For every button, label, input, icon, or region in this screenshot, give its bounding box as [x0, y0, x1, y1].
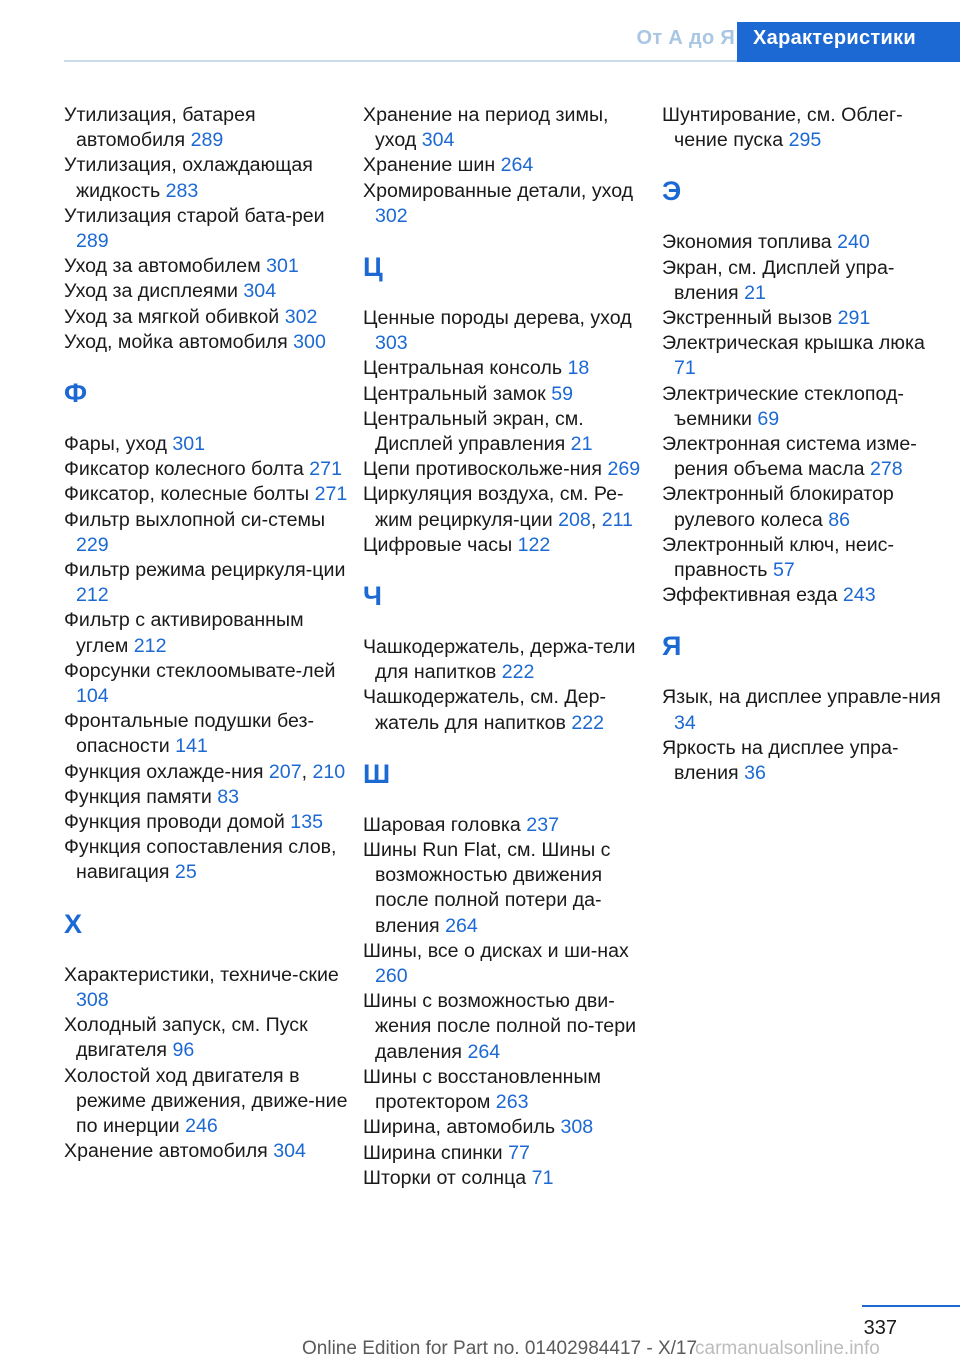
- page-link[interactable]: 271: [314, 483, 348, 506]
- index-entry-term: Центральный экран, см. Дисплей управления: [363, 407, 584, 456]
- index-entry-term: Холостой ход двигателя в режиме движения, движе-ние по инерции: [64, 1064, 348, 1137]
- index-entry-term: Фиксатор колесного болта: [64, 458, 304, 481]
- index-entry-term: Утилизация старой бата-реи: [64, 204, 325, 227]
- page-link[interactable]: 264: [467, 1040, 501, 1063]
- index-entry: [662, 331, 947, 381]
- index-entry-term: Хромированные детали, уход: [363, 179, 634, 202]
- edition-footer: Online Edition for Part no. 01402984417 - X/17: [302, 1338, 698, 1359]
- index-entry-term: Функция охлажде-ния: [64, 760, 264, 783]
- page-link[interactable]: 207: [268, 760, 302, 783]
- page-link[interactable]: 304: [273, 1140, 306, 1163]
- page-link[interactable]: 222: [571, 711, 605, 734]
- page-link[interactable]: 237: [526, 813, 559, 836]
- index-entry-term: Фильтр выхлопной си-стемы: [64, 508, 326, 531]
- index-entry-term: Язык, на дисплее управле-ния: [662, 686, 941, 709]
- page-link[interactable]: 300: [293, 330, 326, 353]
- page-link[interactable]: 302: [375, 204, 408, 227]
- index-entry-term: Утилизация, охлаждающая жидкость: [64, 154, 313, 202]
- page-link[interactable]: 122: [517, 533, 551, 556]
- index-letter: Ф: [64, 378, 88, 409]
- index-entry-term: Утилизация, батарея автомобиля: [64, 104, 256, 152]
- page-link[interactable]: 210: [312, 760, 346, 783]
- index-entry: [662, 306, 947, 331]
- index-entry: [363, 1065, 648, 1115]
- index-entry-term: Шаровая головка: [363, 813, 521, 836]
- index-entry-term: Функция сопоставления слов, навигация: [64, 836, 337, 884]
- index-entry: [64, 330, 349, 355]
- page-link[interactable]: 308: [76, 988, 109, 1011]
- index-entry-term: Электрические стеклопод-ъемники: [662, 382, 904, 430]
- index-entry: [363, 407, 648, 457]
- index-letter: Я: [662, 631, 682, 662]
- section-tab-label: Характеристики: [753, 27, 916, 49]
- page-link[interactable]: 86: [828, 508, 851, 531]
- page-link[interactable]: 303: [375, 332, 408, 355]
- index-entry-term: Шунтирование, см. Облег-чение пуска: [662, 104, 903, 152]
- index-entry: [64, 558, 349, 608]
- index-entry-term: Чашкодержатель, см. Дер-жатель для напитков: [363, 686, 607, 734]
- index-entry-term: Ширина спинки: [363, 1141, 503, 1164]
- index-entry: [64, 963, 349, 1013]
- page-link[interactable]: 283: [165, 179, 199, 202]
- index-entry: [64, 254, 349, 279]
- index-entry-term: Ширина, автомобиль: [363, 1116, 556, 1139]
- page-link[interactable]: 302: [284, 305, 318, 328]
- page-link[interactable]: 77: [508, 1141, 530, 1164]
- index-entry-term: Электронный ключ, неис-правность: [662, 533, 895, 582]
- index-entry-term: Функция проводи домой: [64, 811, 285, 834]
- index-entry-term: Хранение шин: [363, 154, 496, 177]
- index-entry-term: Фильтр с активированным углем: [64, 609, 304, 657]
- index-entry: [363, 1166, 648, 1191]
- index-entry-term: Шины Run Flat, см. Шины с возможностью движения после полной потери да-вления: [363, 839, 611, 937]
- index-entry: [662, 482, 947, 532]
- index-entry: [363, 813, 648, 838]
- page-link[interactable]: 304: [421, 129, 455, 152]
- index-entry-term: Яркость на дисплее упра-вления: [662, 736, 899, 785]
- page-link[interactable]: 295: [788, 129, 822, 152]
- index-entry: [64, 204, 349, 254]
- page-link[interactable]: 278: [870, 458, 903, 481]
- index-entry: Функция охлажде-ния 207, 210: [64, 760, 346, 783]
- index-entry-term: Шины, все о дисках и ши-нах: [363, 939, 629, 962]
- index-entry: [363, 989, 648, 1065]
- index-entry-term: Уход за автомобилем: [64, 255, 261, 278]
- index-entry: [662, 583, 947, 608]
- page-link[interactable]: 34: [674, 711, 696, 734]
- index-entry-term: Фильтр режима рециркуля-ции: [64, 559, 346, 582]
- page-link[interactable]: 289: [190, 129, 224, 152]
- page-link[interactable]: 308: [560, 1116, 594, 1139]
- page-link[interactable]: 21: [744, 281, 766, 304]
- page-link[interactable]: 59: [551, 382, 573, 405]
- index-letter: Ц: [363, 252, 383, 283]
- index-entry: [64, 103, 349, 153]
- index-entry: [363, 1141, 648, 1166]
- page-link[interactable]: 264: [445, 914, 478, 937]
- section-title: От А до Я: [636, 27, 735, 49]
- page-link[interactable]: 71: [674, 357, 696, 380]
- index-entry-term: Уход за мягкой обивкой: [64, 305, 280, 328]
- index-entry-term: Шины с восстановленным протектором: [363, 1065, 602, 1114]
- page-link[interactable]: 71: [531, 1166, 554, 1189]
- index-entry: Циркуляция воздуха, см. Ре-жим рециркуля-ции 208, 211: [363, 483, 633, 531]
- page-link[interactable]: 135: [290, 811, 323, 834]
- page-number: 337: [863, 1317, 897, 1339]
- index-entry-term: Центральная консоль: [363, 357, 563, 380]
- page-link[interactable]: 291: [837, 307, 871, 330]
- index-entry: [662, 103, 947, 153]
- index-entry: [64, 608, 349, 658]
- index-entry: [363, 103, 648, 153]
- index-entry-term: Электронная система изме-рения объема масла: [662, 433, 917, 481]
- index-entry: [363, 939, 648, 989]
- index-entry-term: Хранение на период зимы, уход: [363, 104, 609, 152]
- page-link[interactable]: 243: [842, 584, 876, 607]
- index-entry-term: Уход, мойка автомобиля: [64, 330, 288, 353]
- index-letter: Х: [64, 908, 83, 939]
- index-entry-term: Чашкодержатель, держа-тели для напитков: [363, 636, 636, 684]
- index-entry: [64, 457, 349, 482]
- page-number-rule: [862, 1305, 960, 1307]
- index-entry-term: Шторки от солнца: [363, 1166, 527, 1189]
- page-link[interactable]: 260: [375, 965, 408, 988]
- index-entry-term: Циркуляция воздуха, см. Ре-жим рециркуля-ции: [363, 483, 624, 531]
- index-entry-term: Электронный блокиратор рулевого колеса: [662, 483, 894, 531]
- index-entry-term: Эффективная езда: [662, 584, 838, 607]
- index-entry-term: Холодный запуск, см. Пуск двигателя: [64, 1014, 308, 1062]
- page-link[interactable]: 96: [172, 1039, 195, 1062]
- index-entry: [363, 533, 648, 558]
- index-entry-term: Экран, см. Дисплей упра-вления: [662, 256, 895, 304]
- page-link[interactable]: 264: [500, 154, 534, 177]
- index-entry: [363, 457, 648, 482]
- index-entry-term: Центральный замок: [363, 382, 546, 405]
- index-entry: [363, 838, 648, 939]
- page-link[interactable]: 36: [744, 762, 766, 785]
- page-link[interactable]: 104: [76, 685, 109, 708]
- page-link[interactable]: 240: [837, 231, 870, 254]
- index-entry: [662, 432, 947, 482]
- index-entry-term: Шины с возможностью дви-жения после полной по-тери давления: [363, 990, 637, 1063]
- page-link[interactable]: 18: [567, 357, 590, 380]
- index-entry: [363, 382, 648, 407]
- index-entry: [662, 736, 947, 786]
- index-entry-term: Уход за дисплеями: [64, 280, 238, 303]
- index-entry: [64, 1013, 349, 1063]
- watermark: carmanualsonline.info: [695, 1338, 880, 1359]
- index-entry: [662, 533, 947, 583]
- index-entry: [64, 508, 349, 558]
- index-entry: [363, 306, 648, 356]
- index-entry: [363, 179, 648, 229]
- index-entry-term: Фронтальные подушки без-опасности: [64, 710, 315, 758]
- index-entry: [64, 432, 349, 457]
- index-entry: [363, 1115, 648, 1140]
- index-entry: [363, 685, 648, 735]
- index-entry: [662, 230, 947, 255]
- page-link[interactable]: 25: [174, 861, 197, 884]
- index-entry-term: Экстренный вызов: [662, 307, 833, 330]
- index-column-3: [662, 103, 947, 786]
- index-entry: [64, 305, 349, 330]
- index-entry-term: Цепи противоскольже-ния: [363, 458, 602, 481]
- index-entry-term: Характеристики, техниче-ские: [64, 963, 339, 986]
- page-link[interactable]: 301: [266, 255, 299, 278]
- page-link[interactable]: 212: [76, 584, 109, 607]
- page-link[interactable]: 83: [217, 785, 240, 808]
- section-tab: [737, 22, 960, 62]
- page-link[interactable]: 301: [172, 433, 206, 456]
- page-link[interactable]: 246: [185, 1114, 218, 1137]
- page-link[interactable]: 229: [76, 533, 109, 556]
- index-entry: [662, 382, 947, 432]
- index-entry: [64, 785, 349, 810]
- index-entry-term: Ценные породы дерева, уход: [363, 307, 632, 330]
- index-entry-term: Цифровые часы: [363, 533, 513, 556]
- index-entry: [64, 279, 349, 304]
- index-entry: [363, 153, 648, 178]
- index-entry-term: Фары, уход: [64, 433, 167, 456]
- page-link[interactable]: 57: [772, 559, 795, 582]
- index-entry: [64, 482, 349, 507]
- index-entry: [64, 709, 349, 759]
- page-link[interactable]: 289: [76, 230, 109, 253]
- index-letter: Ш: [363, 758, 391, 789]
- page-link[interactable]: 208: [558, 508, 591, 531]
- index-entry: [64, 153, 349, 203]
- index-entry: [363, 356, 648, 381]
- index-entry: [64, 1064, 349, 1140]
- index-entry: [64, 835, 349, 885]
- index-letter: Э: [662, 176, 682, 207]
- index-entry-term: Экономия топлива: [662, 231, 832, 254]
- index-entry: [64, 659, 349, 709]
- index-entry-term: Функция памяти: [64, 785, 212, 808]
- index-entry-term: Форсунки стеклоомывате-лей: [64, 659, 336, 682]
- page-link[interactable]: 271: [309, 458, 342, 481]
- page-link[interactable]: 269: [607, 458, 641, 481]
- page-link[interactable]: 69: [757, 407, 780, 430]
- page-link[interactable]: 21: [570, 433, 593, 456]
- page-link[interactable]: 211: [601, 508, 633, 531]
- page-link[interactable]: 212: [133, 634, 167, 657]
- index-entry: [64, 810, 349, 835]
- index-entry: [363, 635, 648, 685]
- index-column-2: [363, 103, 648, 1191]
- index-entry-term: Фиксатор, колесные болты: [64, 483, 310, 506]
- page-link[interactable]: 263: [495, 1091, 529, 1114]
- index-entry: [662, 685, 947, 735]
- page-link[interactable]: 141: [175, 735, 208, 758]
- index-entry: [64, 1139, 349, 1164]
- index-entry-term: Электрическая крышка люка: [662, 332, 925, 355]
- index-entry-term: Хранение автомобиля: [64, 1140, 268, 1163]
- index-letter: Ч: [363, 581, 382, 612]
- index-column-1: [64, 103, 349, 1164]
- page-link[interactable]: 222: [501, 661, 535, 684]
- page-link[interactable]: 304: [243, 280, 277, 303]
- index-entry: [662, 256, 947, 306]
